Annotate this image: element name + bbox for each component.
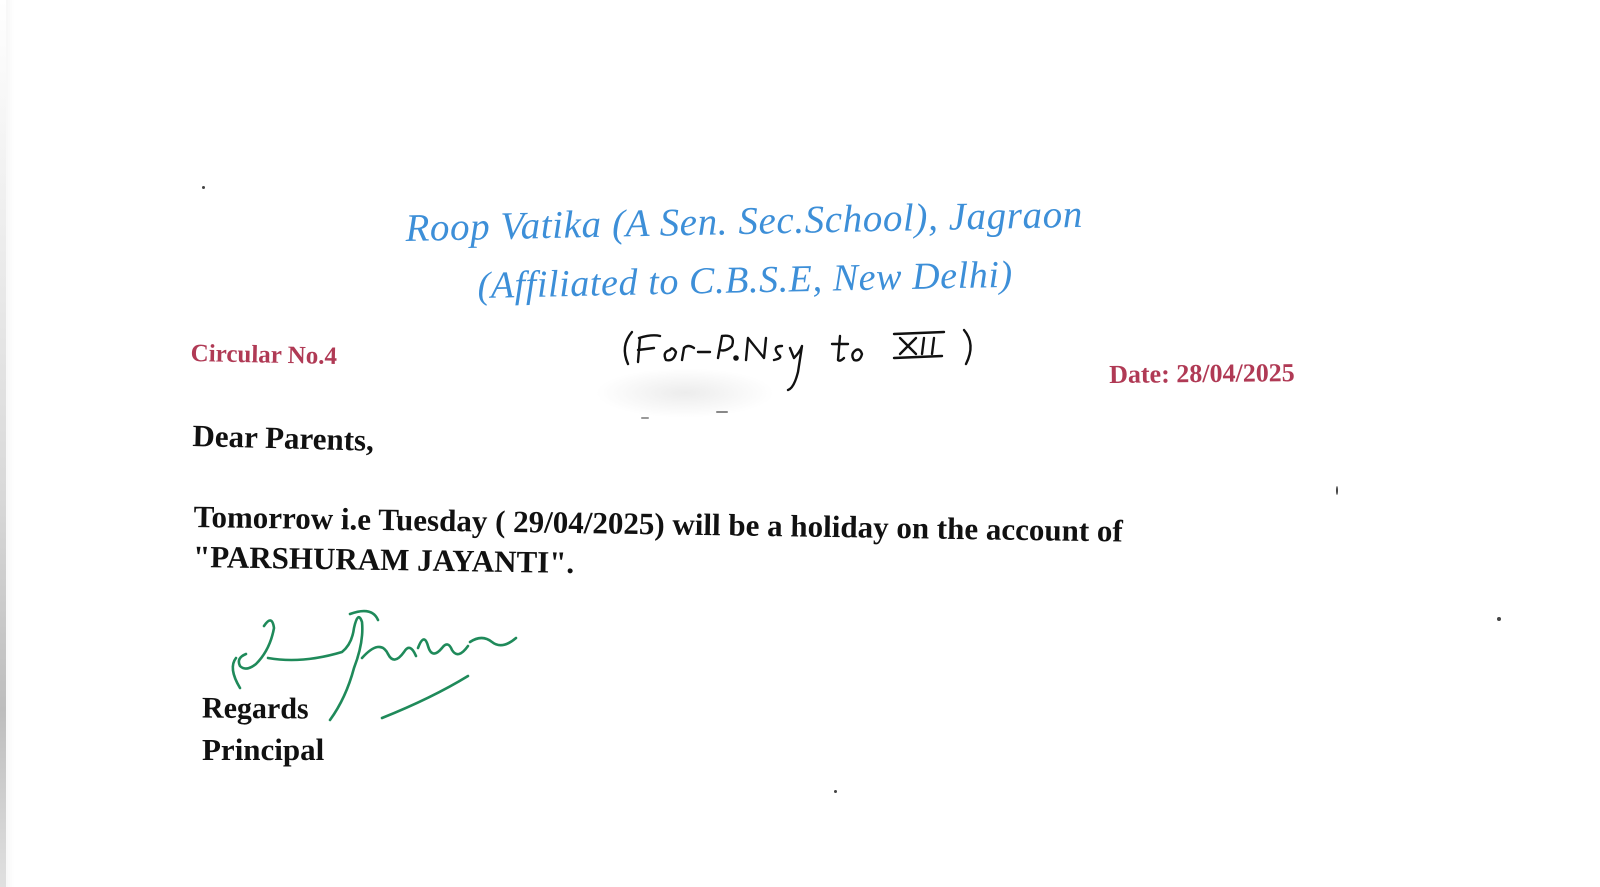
paper-speck xyxy=(202,186,205,189)
paper-speck xyxy=(1497,617,1501,621)
circular-number: Circular No.4 xyxy=(190,340,338,371)
school-name: Roop Vatika (A Sen. Sec.School), Jagraon xyxy=(405,192,1084,250)
paper-speck xyxy=(716,411,728,413)
handwritten-note xyxy=(618,322,983,397)
closing-regards: Regards xyxy=(201,691,309,726)
page-edge-shadow xyxy=(0,0,6,887)
salutation: Dear Parents, xyxy=(192,418,375,458)
closing-signatory: Principal xyxy=(202,732,325,767)
paper-speck xyxy=(834,790,837,793)
paper-speck xyxy=(1336,486,1338,495)
school-affiliation: (Affiliated to C.B.S.E, New Delhi) xyxy=(477,253,1014,307)
notice-body: Tomorrow i.e Tuesday ( 29/04/2025) will be a holiday on the account of "PARSHURAM JAYANTI". xyxy=(192,498,1124,580)
circular-date: Date: 28/04/2025 xyxy=(1109,358,1295,389)
paper-speck xyxy=(641,417,649,419)
